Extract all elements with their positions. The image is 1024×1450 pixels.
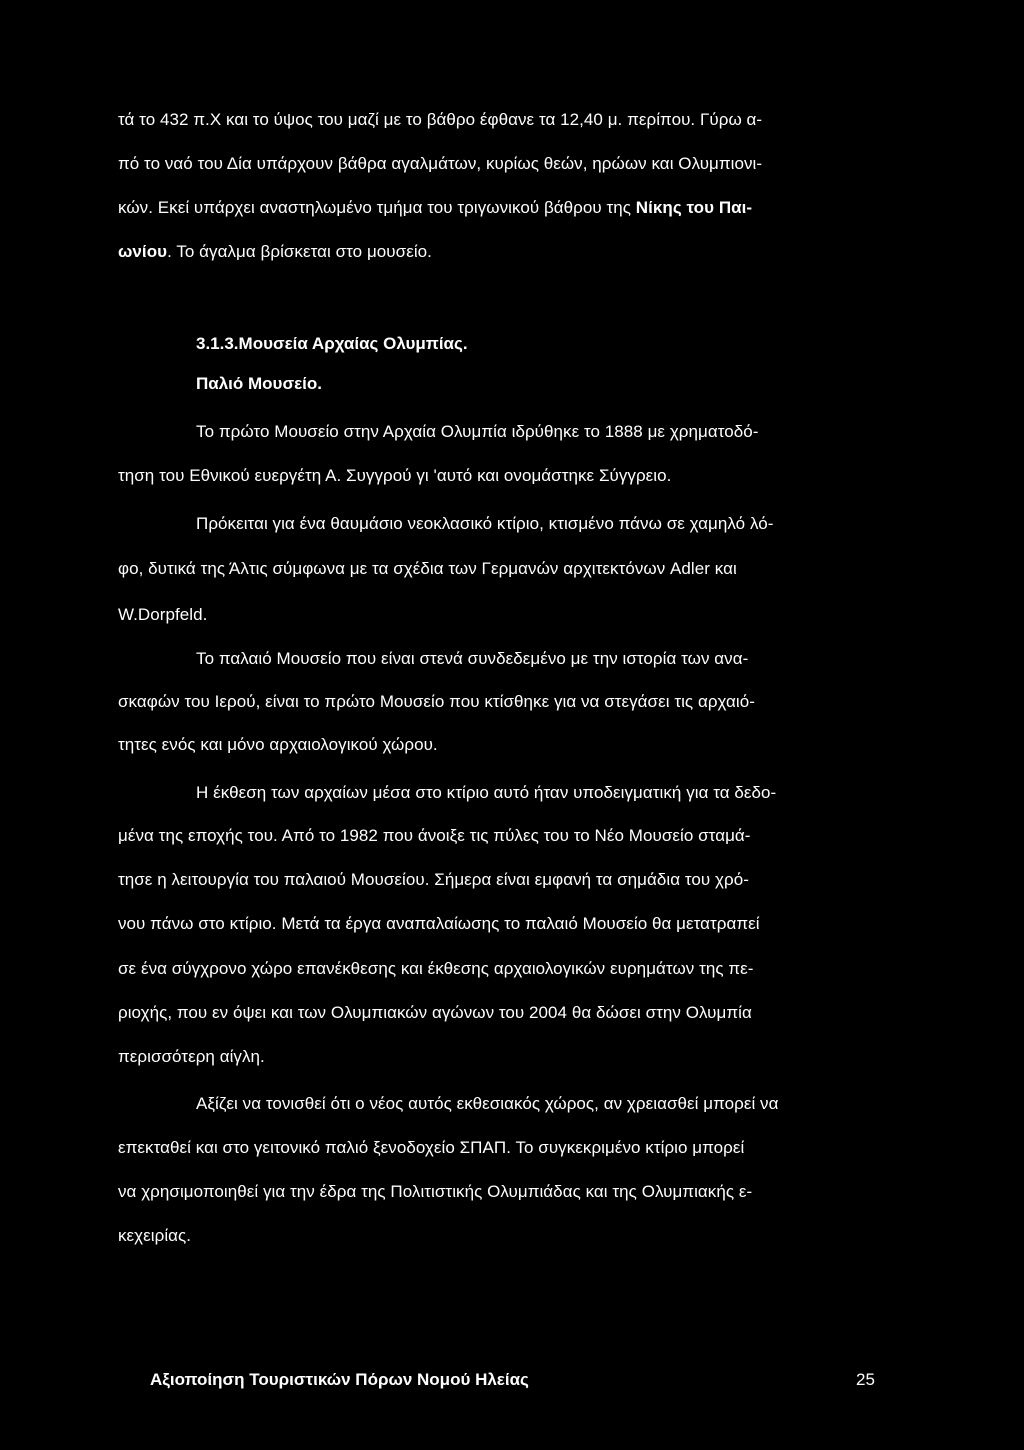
p2-line-2: φο, δυτικά της Άλτις σύμφωνα με τα σχέδια των Γερμανών αρχιτεκτόνων Adler και bbox=[118, 559, 737, 578]
intro-line-3-text: κών. Εκεί υπάρχει αναστηλωμένο τμήμα του τριγωνικού βάθρου της bbox=[118, 198, 636, 217]
intro-line-4 bbox=[118, 242, 878, 262]
section-subheading: Παλιό Μουσείο. bbox=[196, 374, 322, 393]
p1-line-1: Το πρώτο Μουσείο στην Αρχαία Ολυμπία ιδρύθηκε το 1888 με χρηματοδό- bbox=[196, 422, 759, 441]
intro-line-3 bbox=[118, 198, 878, 218]
p5-line-4: κεχειρίας. bbox=[118, 1226, 192, 1245]
p4-line-4: νου πάνω στο κτίριο. Μετά τα έργα αναπαλαίωσης το παλαιό Μουσείο θα μετατραπεί bbox=[118, 914, 760, 933]
p5-line-1: Αξίζει να τονισθεί ότι ο νέος αυτός εκθεσιακός χώρος, αν χρειασθεί μπορεί να bbox=[196, 1094, 779, 1113]
p3-line-3: τητες ενός και μόνο αρχαιολογικού χώρου. bbox=[118, 735, 438, 754]
p5-line-3: να χρησιμοποιηθεί για την έδρα της Πολιτιστικής Ολυμπιάδας και της Ολυμπιακής ε- bbox=[118, 1182, 753, 1201]
p5-line-2: επεκταθεί και στο γειτονικό παλιό ξενοδοχείο ΣΠΑΠ. Το συγκεκριμένο κτίριο μπορεί bbox=[118, 1138, 745, 1157]
p4-line-7: περισσότερη αίγλη. bbox=[118, 1047, 265, 1066]
intro-line-2: πό το ναό του Δία υπάρχουν βάθρα αγαλμάτων, κυρίως θεών, ηρώων και Ολυμπιονι- bbox=[118, 154, 763, 173]
p4-line-5: σε ένα σύγχρονο χώρο επανέκθεσης και έκθεσης αρχαιολογικών ευρημάτων της πε- bbox=[118, 959, 754, 978]
p4-line-2: μένα της εποχής του. Από το 1982 που άνοιξε τις πύλες του το Νέο Μουσείο σταμά- bbox=[118, 826, 751, 845]
intro-bold-nike: Νίκης του Παι- bbox=[635, 198, 753, 217]
p1-line-2: τηση του Εθνικού ευεργέτη Α. Συγγρού γι 'αυτό και ονομάστηκε Σύγγρειο. bbox=[118, 466, 672, 485]
intro-line-4-text: . Το άγαλμα βρίσκεται στο μουσείο. bbox=[167, 242, 432, 261]
p3-line-2: σκαφών του Ιερού, είναι το πρώτο Μουσείο που κτίσθηκε για να στεγάσει τις αρχαιό- bbox=[118, 692, 755, 711]
p4-line-1: Η έκθεση των αρχαίων μέσα στο κτίριο αυτό ήταν υποδειγματική για τα δεδο- bbox=[196, 783, 777, 802]
page-number: 25 bbox=[856, 1370, 875, 1389]
footer-title: Αξιοποίηση Τουριστικών Πόρων Νομού Ηλείας bbox=[150, 1370, 529, 1389]
section-heading: 3.1.3.Μουσεία Αρχαίας Ολυμπίας. bbox=[196, 334, 468, 353]
p2-line-3: W.Dorpfeld. bbox=[118, 605, 208, 624]
p3-line-1: Το παλαιό Μουσείο που είναι στενά συνδεδεμένο με την ιστορία των ανα- bbox=[196, 649, 749, 668]
p4-line-6: ριοχής, που εν όψει και των Ολυμπιακών αγώνων του 2004 θα δώσει στην Ολυμπία bbox=[118, 1003, 752, 1022]
p2-line-1: Πρόκειται για ένα θαυμάσιο νεοκλασικό κτίριο, κτισμένο πάνω σε χαμηλό λό- bbox=[196, 514, 774, 533]
intro-bold-paionios: ωνίου bbox=[118, 242, 168, 261]
p4-line-3: τησε η λειτουργία του παλαιού Μουσείου. Σήμερα είναι εμφανή τα σημάδια του χρό- bbox=[118, 870, 749, 889]
intro-line-1: τά το 432 π.Χ και το ύψος του μαζί με το βάθρο έφθανε τα 12,40 μ. περίπου. Γύρω α- bbox=[118, 110, 763, 129]
